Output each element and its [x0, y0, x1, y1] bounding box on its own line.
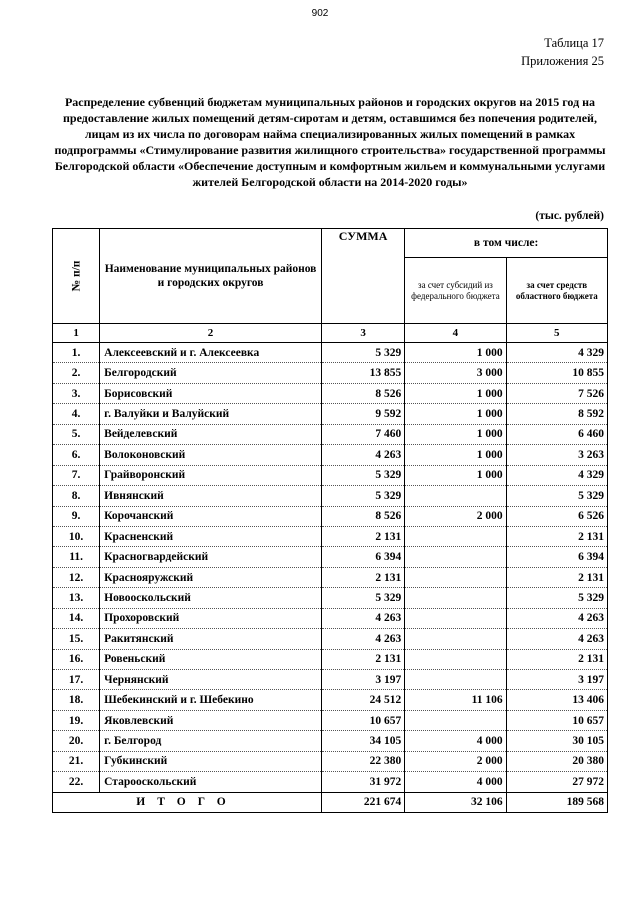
row-sum: 5 329	[321, 588, 404, 608]
table-row	[53, 567, 608, 587]
row-number: 1.	[53, 343, 100, 363]
subvention-table	[52, 228, 608, 813]
row-name: Белгородский	[100, 363, 322, 383]
row-sum: 8 526	[321, 383, 404, 403]
row-sum: 4 263	[321, 608, 404, 628]
row-federal	[405, 649, 506, 669]
row-federal: 4 000	[405, 772, 506, 792]
total-federal: 32 106	[405, 792, 506, 812]
row-regional: 5 329	[506, 486, 607, 506]
row-name: Вейделевский	[100, 424, 322, 444]
row-sum: 10 657	[321, 710, 404, 730]
row-sum: 13 855	[321, 363, 404, 383]
row-federal	[405, 486, 506, 506]
row-sum: 7 460	[321, 424, 404, 444]
table-row	[53, 343, 608, 363]
table-row	[53, 506, 608, 526]
table-row	[53, 751, 608, 771]
row-number: 22.	[53, 772, 100, 792]
row-sum: 22 380	[321, 751, 404, 771]
table-row	[53, 588, 608, 608]
row-sum: 34 105	[321, 731, 404, 751]
row-number: 7.	[53, 465, 100, 485]
row-regional: 4 263	[506, 608, 607, 628]
row-sum: 2 131	[321, 567, 404, 587]
row-number: 19.	[53, 710, 100, 730]
table-row	[53, 424, 608, 444]
row-regional: 4 263	[506, 629, 607, 649]
row-regional: 13 406	[506, 690, 607, 710]
row-federal: 3 000	[405, 363, 506, 383]
row-name: Алексеевский и г. Алексеевка	[100, 343, 322, 363]
table-row	[53, 465, 608, 485]
row-regional: 30 105	[506, 731, 607, 751]
table-row	[53, 772, 608, 792]
column-numbers-row	[53, 324, 608, 343]
row-number: 11.	[53, 547, 100, 567]
row-regional: 6 394	[506, 547, 607, 567]
row-name: г. Белгород	[100, 731, 322, 751]
row-regional: 4 329	[506, 343, 607, 363]
table-row	[53, 363, 608, 383]
row-regional: 6 526	[506, 506, 607, 526]
row-federal: 1 000	[405, 404, 506, 424]
row-regional: 2 131	[506, 567, 607, 587]
row-sum: 3 197	[321, 670, 404, 690]
column-number: 4	[405, 324, 506, 343]
table-row	[53, 404, 608, 424]
total-sum: 221 674	[321, 792, 404, 812]
row-number: 9.	[53, 506, 100, 526]
header-regional: за счет средств областного бюджета	[506, 258, 607, 324]
row-number: 12.	[53, 567, 100, 587]
row-name: Новооскольский	[100, 588, 322, 608]
table-label: Таблица 17	[544, 36, 604, 50]
row-name: Яковлевский	[100, 710, 322, 730]
row-regional: 7 526	[506, 383, 607, 403]
row-federal: 1 000	[405, 445, 506, 465]
table-row	[53, 731, 608, 751]
row-regional: 3 263	[506, 445, 607, 465]
row-sum: 4 263	[321, 445, 404, 465]
row-federal	[405, 547, 506, 567]
row-sum: 5 329	[321, 465, 404, 485]
row-name: Борисовский	[100, 383, 322, 403]
total-regional: 189 568	[506, 792, 607, 812]
row-federal: 1 000	[405, 424, 506, 444]
row-regional: 6 460	[506, 424, 607, 444]
row-regional: 3 197	[506, 670, 607, 690]
row-number: 8.	[53, 486, 100, 506]
row-name: Корочанский	[100, 506, 322, 526]
header-federal: за счет субсидий из федерального бюджета	[405, 258, 506, 324]
column-number: 3	[321, 324, 404, 343]
row-federal: 1 000	[405, 383, 506, 403]
row-number: 14.	[53, 608, 100, 628]
table-row	[53, 710, 608, 730]
units-label: (тыс. рублей)	[535, 210, 604, 222]
row-regional: 4 329	[506, 465, 607, 485]
row-number: 17.	[53, 670, 100, 690]
row-federal: 4 000	[405, 731, 506, 751]
row-name: Краснояружский	[100, 567, 322, 587]
row-regional: 5 329	[506, 588, 607, 608]
row-name: Прохоровский	[100, 608, 322, 628]
row-regional: 10 855	[506, 363, 607, 383]
table-caption	[521, 34, 604, 70]
column-number: 5	[506, 324, 607, 343]
row-regional: 27 972	[506, 772, 607, 792]
row-name: Красненский	[100, 526, 322, 546]
row-number: 15.	[53, 629, 100, 649]
row-regional: 8 592	[506, 404, 607, 424]
row-sum: 6 394	[321, 547, 404, 567]
row-sum: 2 131	[321, 649, 404, 669]
row-sum: 5 329	[321, 486, 404, 506]
row-federal: 2 000	[405, 506, 506, 526]
row-regional: 2 131	[506, 526, 607, 546]
row-name: Волоконовский	[100, 445, 322, 465]
row-number: 21.	[53, 751, 100, 771]
row-number: 10.	[53, 526, 100, 546]
row-sum: 2 131	[321, 526, 404, 546]
row-federal	[405, 567, 506, 587]
row-federal	[405, 670, 506, 690]
table-row	[53, 608, 608, 628]
total-label: ИТОГО	[53, 792, 322, 812]
row-name: Ракитянский	[100, 629, 322, 649]
column-number: 1	[53, 324, 100, 343]
row-number: 13.	[53, 588, 100, 608]
row-name: Губкинский	[100, 751, 322, 771]
row-sum: 9 592	[321, 404, 404, 424]
table-row	[53, 383, 608, 403]
row-federal	[405, 629, 506, 649]
row-number: 16.	[53, 649, 100, 669]
row-name: Ивнянский	[100, 486, 322, 506]
row-federal	[405, 588, 506, 608]
row-regional: 10 657	[506, 710, 607, 730]
page-number: 902	[311, 8, 329, 19]
row-sum: 8 526	[321, 506, 404, 526]
row-federal	[405, 710, 506, 730]
row-federal	[405, 608, 506, 628]
row-name: Грайворонский	[100, 465, 322, 485]
row-name: Красногвардейский	[100, 547, 322, 567]
row-sum: 5 329	[321, 343, 404, 363]
row-regional: 2 131	[506, 649, 607, 669]
table-row	[53, 526, 608, 546]
row-name: Старооскольский	[100, 772, 322, 792]
row-federal: 1 000	[405, 343, 506, 363]
table-row	[53, 547, 608, 567]
table-row	[53, 670, 608, 690]
row-sum: 24 512	[321, 690, 404, 710]
row-number: 4.	[53, 404, 100, 424]
row-number: 3.	[53, 383, 100, 403]
row-number: 18.	[53, 690, 100, 710]
header-including: в том числе:	[405, 229, 608, 258]
table-row	[53, 649, 608, 669]
row-sum: 4 263	[321, 629, 404, 649]
row-name: г. Валуйки и Валуйский	[100, 404, 322, 424]
row-sum: 31 972	[321, 772, 404, 792]
header-name: Наименование муниципальных районов и городских округов	[100, 229, 322, 324]
appendix-label: Приложения 25	[521, 54, 604, 68]
row-number: 6.	[53, 445, 100, 465]
table-row	[53, 690, 608, 710]
column-number: 2	[100, 324, 322, 343]
table-row	[53, 445, 608, 465]
row-name: Ровеньский	[100, 649, 322, 669]
row-federal: 2 000	[405, 751, 506, 771]
header-sum: СУММА	[321, 229, 404, 324]
document-title: Распределение субвенций бюджетам муниципальных районов и городских округов на 2015 год на предоставление жилых помещений детям-сиротам и детям, оставшимся без попечения родителей, лицам из их числа по договорам найма специализированных жилых помещений в рамках подпрограммы «Стимулирование развития жилищного строительства» государственной программы Белгородской области «Обеспечение доступным и комфортным жильем и коммунальными услугами жителей Белгородской области на 2014-2020 годы»	[54, 95, 606, 189]
row-name: Шебекинский и г. Шебекино	[100, 690, 322, 710]
row-federal: 11 106	[405, 690, 506, 710]
header-num: № п/п	[53, 229, 100, 324]
row-name: Чернянский	[100, 670, 322, 690]
total-row	[53, 792, 608, 812]
row-federal: 1 000	[405, 465, 506, 485]
row-number: 5.	[53, 424, 100, 444]
row-regional: 20 380	[506, 751, 607, 771]
table-row	[53, 629, 608, 649]
row-number: 20.	[53, 731, 100, 751]
row-number: 2.	[53, 363, 100, 383]
table-row	[53, 486, 608, 506]
row-federal	[405, 526, 506, 546]
